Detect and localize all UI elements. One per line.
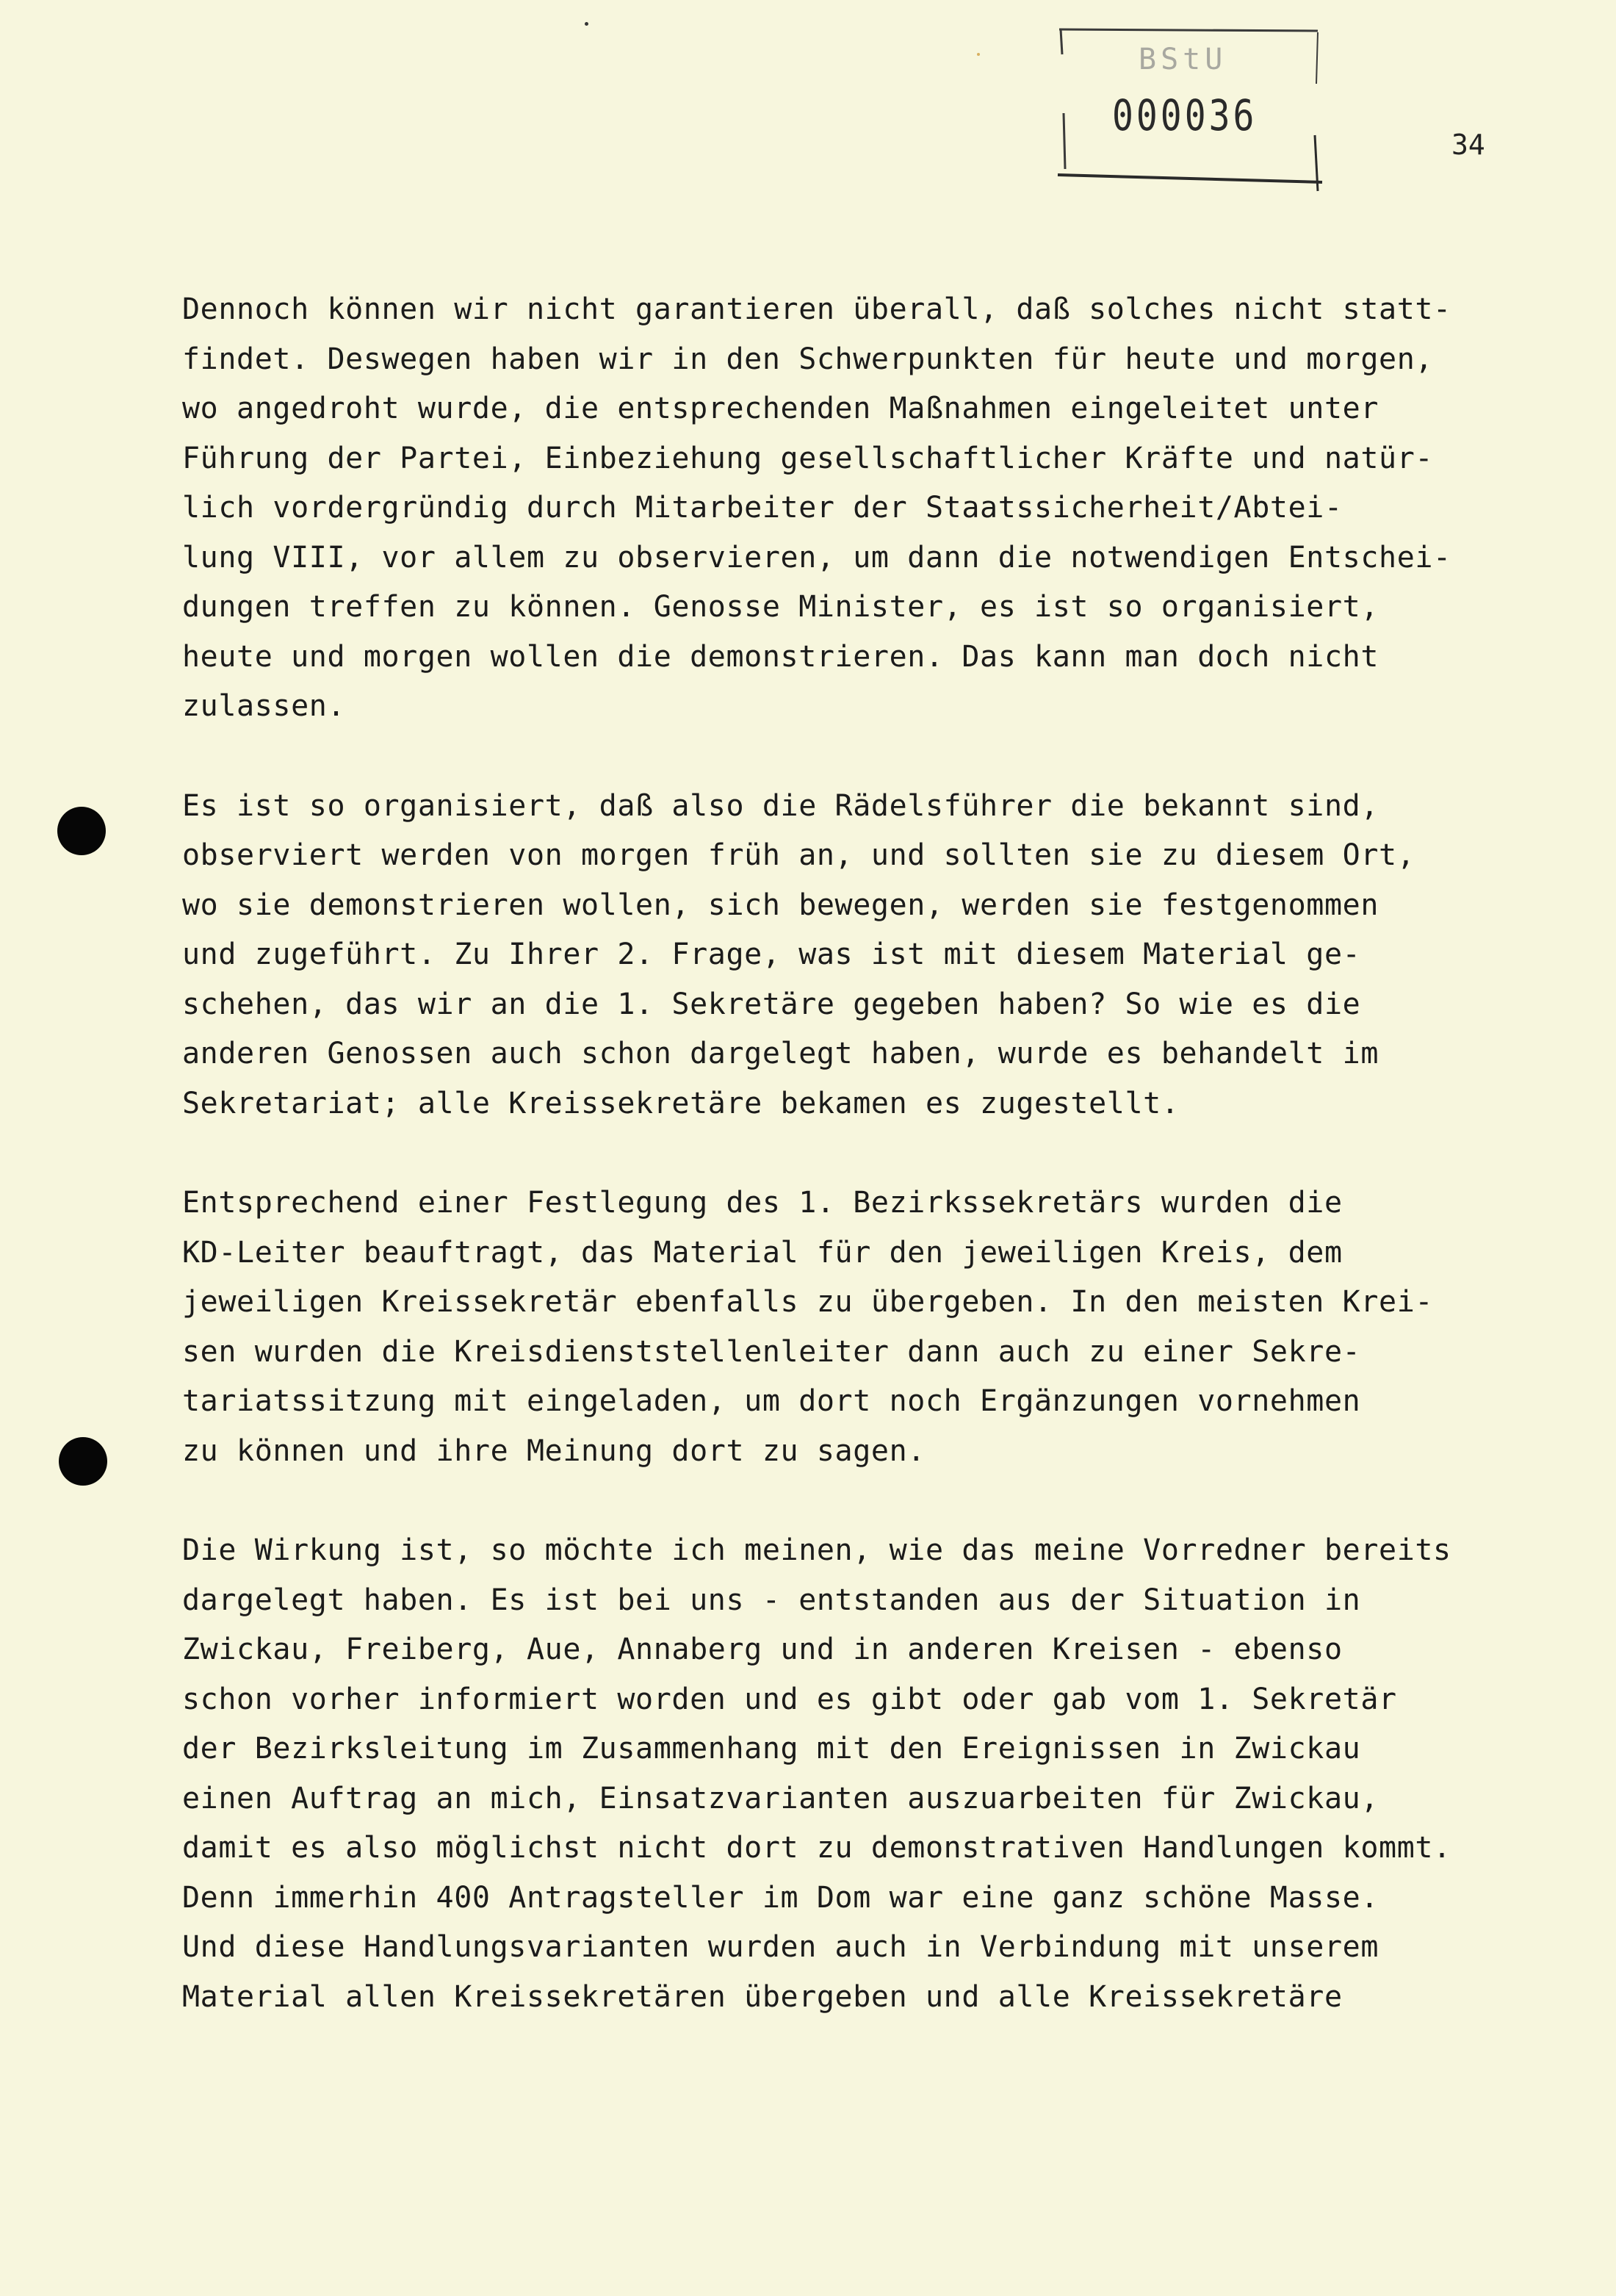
scan-speck: [977, 53, 980, 56]
punch-hole-bottom: [59, 1437, 107, 1486]
text-line: observiert werden von morgen früh an, und sollten sie zu diesem Ort,: [182, 838, 1415, 872]
text-line: Sekretariat; alle Kreissekretäre bekamen es zugestellt.: [182, 1086, 1180, 1120]
text-line: einen Auftrag an mich, Einsatzvarianten auszuarbeiten für Zwickau,: [182, 1781, 1379, 1815]
text-line: dargelegt haben. Es ist bei uns - entstanden aus der Situation in: [182, 1583, 1361, 1617]
paragraph-4: [182, 1526, 1578, 2022]
text-line: damit es also möglichst nicht dort zu demonstrativen Handlungen kommt.: [182, 1831, 1451, 1865]
text-line: jeweiligen Kreissekretär ebenfalls zu übergeben. In den meisten Krei-: [182, 1285, 1434, 1319]
text-line: schon vorher informiert worden und es gibt oder gab vom 1. Sekretär: [182, 1682, 1397, 1716]
text-line: wo angedroht wurde, die entsprechenden Maßnahmen eingeleitet unter: [182, 392, 1379, 425]
text-line: und zugeführt. Zu Ihrer 2. Frage, was ist mit diesem Material ge-: [182, 938, 1361, 971]
text-line: Material allen Kreissekretären übergeben und alle Kreissekretäre: [182, 1979, 1343, 2014]
text-line: Denn immerhin 400 Antragsteller im Dom war eine ganz schöne Masse.: [182, 1880, 1379, 1915]
stamp-number: 000036: [1112, 91, 1258, 141]
text-line: Entsprechend einer Festlegung des 1. Bezirkssekretärs wurden die: [182, 1186, 1343, 1220]
text-line: heute und morgen wollen die demonstrieren. Das kann man doch nicht: [182, 639, 1379, 674]
text-line: dungen treffen zu können. Genosse Minister, es ist so organisiert,: [182, 590, 1379, 624]
text-line: Die Wirkung ist, so möchte ich meinen, wie das meine Vorredner bereits: [182, 1533, 1451, 1567]
paragraph-1: [182, 285, 1578, 732]
text-line: KD-Leiter beauftragt, das Material für den jeweiligen Kreis, dem: [182, 1235, 1343, 1270]
text-line: zu können und ihre Meinung dort zu sagen.: [182, 1433, 926, 1468]
text-line: Und diese Handlungsvarianten wurden auch in Verbindung mit unserem: [182, 1930, 1379, 1964]
punch-hole-top: [57, 807, 106, 855]
text-line: lich vordergründig durch Mitarbeiter der Staatssicherheit/Abtei-: [182, 491, 1343, 525]
page-number: 34: [1451, 129, 1485, 161]
text-line: anderen Genossen auch schon dargelegt haben, wurde es behandelt im: [182, 1037, 1379, 1070]
text-line: sen wurden die Kreisdienststellenleiter dann auch zu einer Sekre-: [182, 1334, 1361, 1369]
text-line: wo sie demonstrieren wollen, sich bewegen, werden sie festgenommen: [182, 888, 1379, 922]
document-body: [182, 285, 1578, 2072]
text-line: Dennoch können wir nicht garantieren überall, daß solches nicht statt-: [182, 292, 1451, 326]
text-line: schehen, das wir an die 1. Sekretäre gegeben haben? So wie es die: [182, 987, 1361, 1021]
text-line: Führung der Partei, Einbeziehung gesellschaftlicher Kräfte und natür-: [182, 441, 1434, 475]
paragraph-2: [182, 782, 1578, 1129]
scan-speck: [585, 22, 588, 26]
text-line: der Bezirksleitung im Zusammenhang mit den Ereignissen in Zwickau: [182, 1732, 1361, 1766]
text-line: findet. Deswegen haben wir in den Schwerpunkten für heute und morgen,: [182, 342, 1434, 376]
text-line: Es ist so organisiert, daß also die Rädelsführer die bekannt sind,: [182, 788, 1379, 823]
text-line: Zwickau, Freiberg, Aue, Annaberg und in anderen Kreisen - ebenso: [182, 1633, 1343, 1666]
stamp-agency: BStU: [1139, 43, 1227, 76]
text-line: zulassen.: [182, 689, 346, 723]
archive-stamp: [1052, 25, 1325, 195]
paragraph-3: [182, 1178, 1578, 1476]
text-line: tariatssitzung mit eingeladen, um dort noch Ergänzungen vornehmen: [182, 1384, 1361, 1418]
text-line: lung VIII, vor allem zu observieren, um dann die notwendigen Entschei-: [182, 540, 1451, 575]
